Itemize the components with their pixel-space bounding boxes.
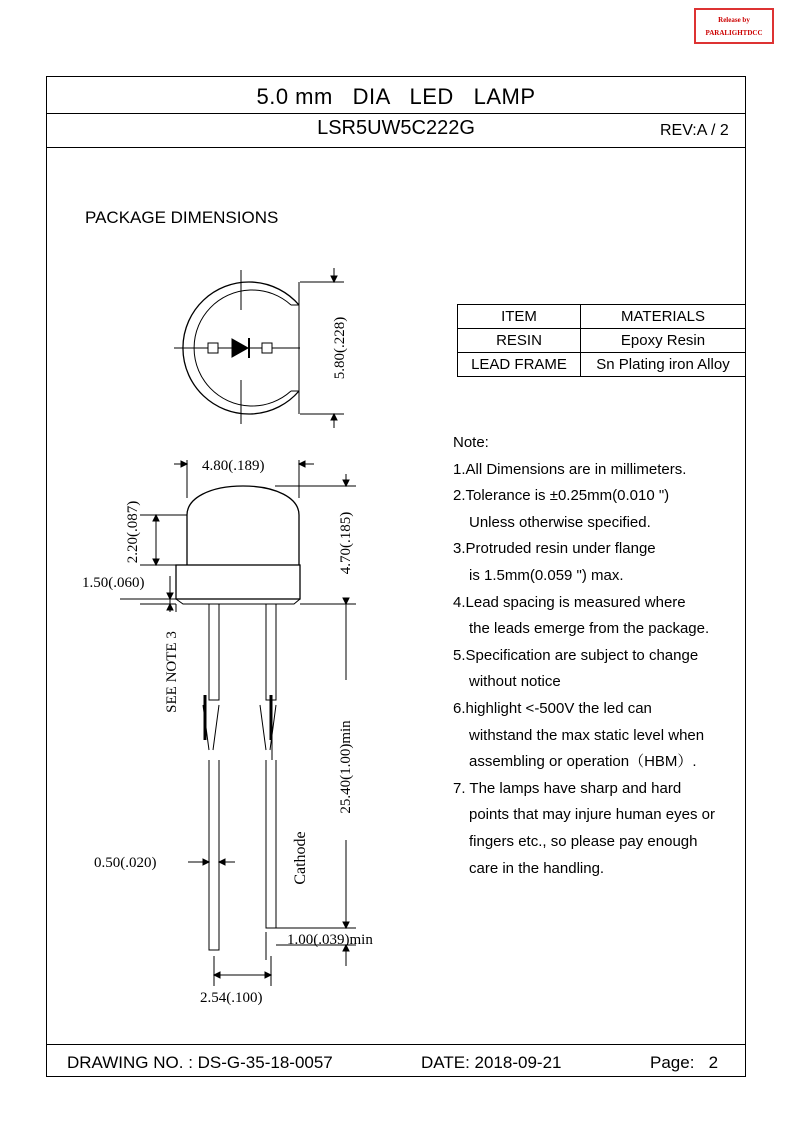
table-cell: Epoxy Resin — [581, 329, 746, 353]
dim-lead-width: 0.50(.020) — [94, 855, 157, 871]
table-cell: RESIN — [458, 329, 581, 353]
dim-total-height: 4.70(.185) — [338, 511, 354, 575]
top-view — [174, 268, 344, 428]
dim-lead-length: 25.40(1.00)min — [338, 720, 354, 814]
note-line: points that may injure human eyes or — [469, 806, 715, 824]
notes-title: Note: — [453, 434, 489, 451]
drawing-date: DATE: 2018-09-21 — [421, 1053, 562, 1072]
document-title: 5.0 mm DIA LED LAMP — [256, 84, 536, 109]
note-line: withstand the max static level when — [469, 726, 705, 744]
dim-flange-height: 1.50(.060) — [82, 575, 145, 591]
note-line: without notice — [469, 673, 561, 691]
section-title: PACKAGE DIMENSIONS — [85, 208, 279, 227]
dim-dome-height: 2.20(.087) — [125, 500, 141, 564]
note-line: is 1.5mm(0.059 ") max. — [469, 566, 624, 584]
note-line: 2.Tolerance is ±0.25mm(0.010 ") — [453, 487, 670, 505]
note-line: Unless otherwise specified. — [469, 513, 651, 531]
note-line: 3.Protruded resin under flange — [453, 540, 656, 558]
part-number: LSR5UW5C222G — [317, 117, 475, 139]
dimension-lines — [120, 460, 356, 986]
stamp-line2: PARALIGHTDCC — [705, 29, 763, 37]
note-line: the leads emerge from the package. — [469, 620, 710, 638]
side-view — [176, 486, 300, 950]
table-header-cell: MATERIALS — [581, 305, 746, 329]
dim-lead-spacing: 2.54(.100) — [200, 990, 263, 1006]
cathode-label: Cathode — [292, 831, 309, 885]
table-cell: LEAD FRAME — [458, 353, 581, 377]
dim-lead-offset: 1.00(.039)min — [287, 932, 373, 948]
note-line: care in the handling. — [469, 859, 605, 877]
note-line: assembling or operation（HBM）. — [469, 753, 697, 771]
dim-body-width: 4.80(.189) — [202, 458, 265, 474]
note-line: fingers etc., so please pay enough — [469, 832, 698, 850]
revision: REV:A / 2 — [660, 122, 729, 139]
page-number: Page: 2 — [650, 1053, 719, 1072]
see-note-label: SEE NOTE 3 — [164, 631, 180, 713]
stamp-line1: Release by — [718, 16, 750, 24]
table-cell: Sn Plating iron Alloy — [581, 353, 746, 377]
dimension-labels — [82, 317, 373, 1006]
dim-top-height: 5.80(.228) — [332, 316, 348, 380]
note-line: 6.highlight <-500V the led can — [453, 699, 652, 717]
table-header-cell: ITEM — [458, 305, 581, 329]
note-line: 5.Specification are subject to change — [453, 646, 699, 664]
note-line: 4.Lead spacing is measured where — [453, 593, 686, 611]
note-line: 7. The lamps have sharp and hard — [453, 779, 682, 797]
drawing-number: DRAWING NO. : DS-G-35-18-0057 — [67, 1053, 333, 1072]
note-line: 1.All Dimensions are in millimeters. — [453, 460, 687, 478]
